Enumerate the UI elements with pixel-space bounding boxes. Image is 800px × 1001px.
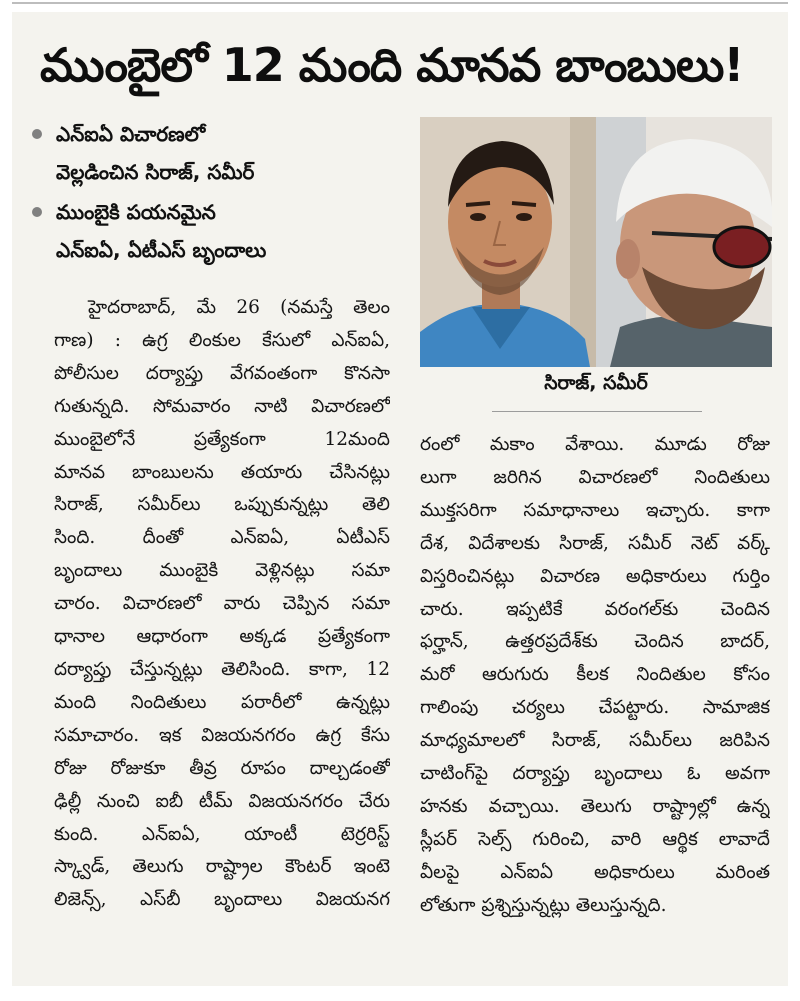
text-line: సిరాజ్, సమీర్‌లు ఒప్పుకున్నట్లు తెలి bbox=[54, 494, 390, 516]
text-line: దర్యాప్తు చేస్తున్నట్లు తెలిసింది. కాగా, 12 bbox=[54, 658, 390, 680]
bullet-text: ఎన్ఐఏ విచారణలో వెల్లడించిన సిరాజ్, సమీర్ bbox=[56, 122, 255, 184]
text-line: చాటింగ్‌పై దర్యాప్తు బృందాలు ఓ అవగా bbox=[420, 763, 770, 785]
text-line: గుతున్నది. సోమవారం నాటి విచారణలో bbox=[54, 395, 390, 417]
text-line: మంది నిందితులు పరారీలో ఉన్నట్లు bbox=[54, 691, 390, 713]
text-line: లోతుగా ప్రశ్నిస్తున్నట్లు తెలుస్తున్నది. bbox=[420, 894, 667, 916]
photo-caption: సిరాజ్, సమీర్ bbox=[544, 372, 648, 394]
text-line: మానవ బాంబులను తయారు చేసినట్లు bbox=[54, 461, 390, 483]
text-line: మరో ఆరుగురు కీలక నిందితుల కోసం bbox=[420, 664, 770, 686]
text-line: హనకు వచ్చాయి. తెలుగు రాష్ట్రాల్లో ఉన్న bbox=[420, 795, 770, 817]
text-line: పోలీసుల దర్యాప్తు వేగవంతంగా కొనసా bbox=[54, 362, 390, 384]
text-line: ఢిల్లీ నుంచి ఐబీ టీమ్ విజయనగరం చేరు bbox=[54, 790, 390, 812]
portrait-image bbox=[420, 117, 772, 367]
summary-bullets bbox=[30, 115, 390, 271]
bullet-item bbox=[30, 115, 390, 191]
text-line: విస్తరించినట్లు విచారణ అధికారులు గుర్తిం bbox=[420, 565, 770, 587]
headline: ముంబైలో 12 మంది మానవ బాంబులు! bbox=[40, 38, 744, 92]
bullet-icon bbox=[32, 207, 42, 217]
text-line: వీలపై ఎన్ఐఏ అధికారులు మరింత bbox=[420, 861, 770, 883]
text-line: స్క్వాడ్, తెలుగు రాష్ట్రాల కౌంటర్ ఇంటె bbox=[54, 856, 390, 878]
text-line: మాధ్యమాలలో సిరాజ్, సమీర్‌లు జరిపిన bbox=[420, 730, 770, 752]
text-line: చారు. ఇప్పటికే వరంగల్‌కు చెందిన bbox=[420, 598, 770, 620]
text-line: సమాచారం. ఇక విజయనగరం ఉగ్ర కేసు bbox=[54, 724, 390, 746]
text-line: లిజెన్స్, ఎస్‌బీ బృందాలు విజయనగ bbox=[54, 889, 390, 911]
bullet-item bbox=[30, 193, 390, 269]
text-line: రోజు రోజుకూ తీవ్ర రూపం దాల్చడంతో bbox=[54, 757, 390, 779]
text-line: రంలో మకాం వేశాయి. మూడు రోజు bbox=[420, 434, 770, 455]
article-column-1 bbox=[54, 292, 390, 917]
bullet-icon bbox=[32, 129, 42, 139]
text-line: సింది. దీంతో ఎన్ఐఏ, ఏటీఎస్ bbox=[54, 527, 390, 549]
text-line: ముక్తసరిగా సమాధానాలు ఇచ్చారు. కాగా bbox=[420, 499, 770, 521]
text-line: ధానాల ఆధారంగా అక్కడ ప్రత్యేకంగా bbox=[54, 626, 390, 648]
text-line: ముంబైలోనే ప్రత్యేకంగా 12మంది bbox=[54, 428, 390, 450]
text-line: స్లీపర్ సెల్స్ గురించి, వారి ఆర్థిక లావాదే bbox=[420, 828, 770, 850]
text-line: చారం. విచారణలో వారు చెప్పిన సమా bbox=[54, 593, 390, 615]
text-line: గాణ) : ఉగ్ర లింకుల కేసులో ఎన్ఐఏ, bbox=[54, 329, 390, 351]
text-line: దేశ, విదేశాలకు సిరాజ్, సమీర్ నెట్ వర్క్ bbox=[420, 532, 770, 554]
text-line: లుగా జరిగిన విచారణలో నిందితులు bbox=[420, 466, 770, 488]
news-photo bbox=[420, 117, 772, 367]
text-line: గాలింపు చర్యలు చేపట్టారు. సామాజిక bbox=[420, 697, 770, 719]
bullet-text: ముంబైకి పయనమైన ఎన్ఐఏ, ఏటీఎస్ బృందాలు bbox=[56, 200, 267, 262]
caption-divider bbox=[492, 411, 702, 412]
text-line: ఫర్హాన్, ఉత్తరప్రదేశ్‌కు చెందిన బాదర్, bbox=[420, 631, 770, 653]
top-divider bbox=[12, 2, 788, 4]
text-line: కుంది. ఎన్ఐఏ, యాంటీ టెర్రరిస్ట్ bbox=[54, 823, 390, 845]
article-column-2 bbox=[420, 429, 770, 923]
text-line: హైదరాబాద్, మే 26 (నమస్తే తెలం bbox=[88, 297, 390, 318]
text-line: బృందాలు ముంబైకి వెళ్లినట్లు సమా bbox=[54, 560, 390, 582]
